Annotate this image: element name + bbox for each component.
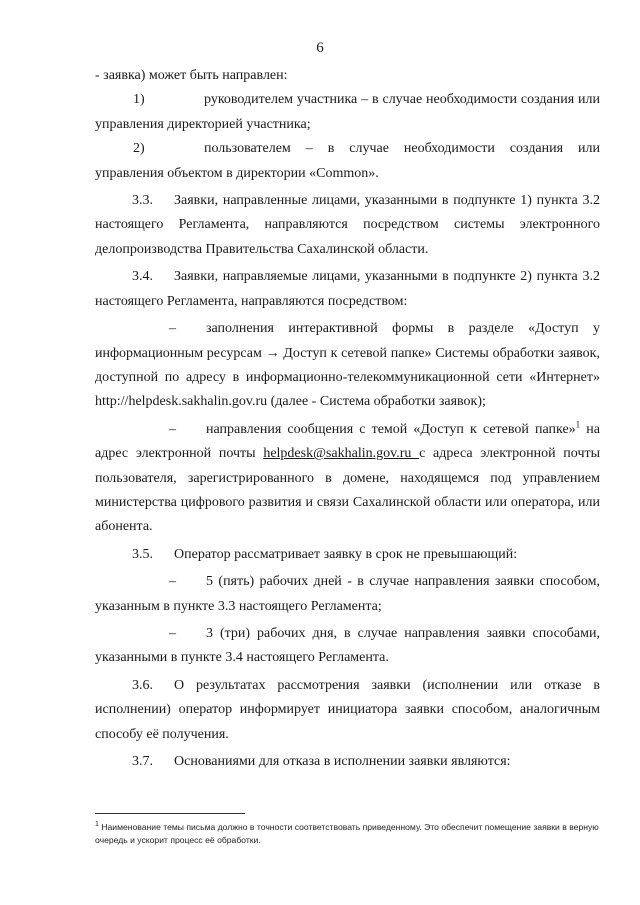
section-text: О результатах рассмотрения заявки (исполнении или отказе в исполнении) оператор информирует инициатора заявки способом, аналогичным способу её получения. <box>95 677 600 742</box>
section-3-6 <box>95 674 600 747</box>
list-item-number: 2) <box>133 141 145 157</box>
footnote-marker: 1 <box>95 821 99 829</box>
dash-item-1 <box>95 317 600 415</box>
paragraph-intro: - заявка) может быть направлен: <box>95 68 288 83</box>
section-number: 3.3. <box>132 193 153 209</box>
dash-item-text: с адреса электронной почты пользователя, зарегистрированного в домене, находящемся под управлением министерства цифрового развития и связи Сахалинской области или оператора, или абонента. <box>95 446 601 535</box>
dash-item-text: на адрес электронной почты <box>95 421 600 462</box>
dash-marker: – <box>169 421 176 437</box>
section-3-7 <box>95 750 600 774</box>
section-number: 3.4. <box>132 269 153 285</box>
dash-item-text: направления сообщения с темой «Доступ к сетевой папке» <box>206 421 576 437</box>
dash-item-text: 5 (пять) рабочих дней - в случае направления заявки способом, указанным в пункте 3.3 настоящего Регламента; <box>95 574 600 614</box>
section-3-3 <box>95 189 600 262</box>
section-3-5 <box>95 543 600 567</box>
section-text: Заявки, направленные лицами, указанными в подпункте 1) пункта 3.2 настоящего Регламента, направляются посредством системы электронного делопроизводства Правительства Сахалинской области. <box>95 193 600 257</box>
dash-item-4 <box>95 622 600 671</box>
document-body <box>95 64 600 774</box>
dash-item-text: заполнения интерактивной формы в разделе «Доступ у информационным ресурсам → Доступ к сетевой папке» Системы обработки заявок, доступной по адресу в информационно-телекоммуникационной сети «Интернет» http://helpdesk.sakhalin.gov.ru (далее - Система обработки заявок); <box>95 321 600 410</box>
dash-marker: – <box>169 625 176 641</box>
dash-marker: – <box>169 574 176 590</box>
section-text: Оператор рассматривает заявку в срок не превышающий: <box>174 546 518 562</box>
section-number: 3.7. <box>132 754 153 769</box>
section-number: 3.5. <box>132 546 153 562</box>
footnote-divider <box>95 813 245 814</box>
section-number: 3.6. <box>132 677 153 693</box>
section-text: Заявки, направляемые лицами, указанными в подпункте 2) пункта 3.2 настоящего Регламента, направляются посредством: <box>95 269 600 309</box>
footnote-text: Наименование темы письма должно в точности соответствовать приведенному. Это обеспечит помещение заявки в верную очередь и ускорит процесс её обработки. <box>95 822 599 845</box>
list-item-1-text: руководителем участника – в случае необходимости создания или управления директорией участника; <box>95 92 600 132</box>
dash-item-3 <box>95 570 600 619</box>
footnote-reference: 1 <box>575 419 581 430</box>
section-text: Основаниями для отказа в исполнении заявки являются: <box>174 754 511 769</box>
email-link[interactable]: helpdesk@sakhalin.gov.ru <box>263 446 420 462</box>
list-item-2-text: пользователем – в случае необходимости создания или управления объектом в директории «Common». <box>95 141 600 181</box>
section-3-4 <box>95 265 600 314</box>
footnote <box>95 821 600 847</box>
page-number: 6 <box>316 40 324 56</box>
dash-item-text: 3 (три) рабочих дня, в случае направления заявки способами, указанными в пункте 3.4 настоящего Регламента. <box>95 625 600 666</box>
dash-marker: – <box>169 321 176 337</box>
list-item-number: 1) <box>133 92 145 108</box>
dash-item-2 <box>95 418 600 540</box>
